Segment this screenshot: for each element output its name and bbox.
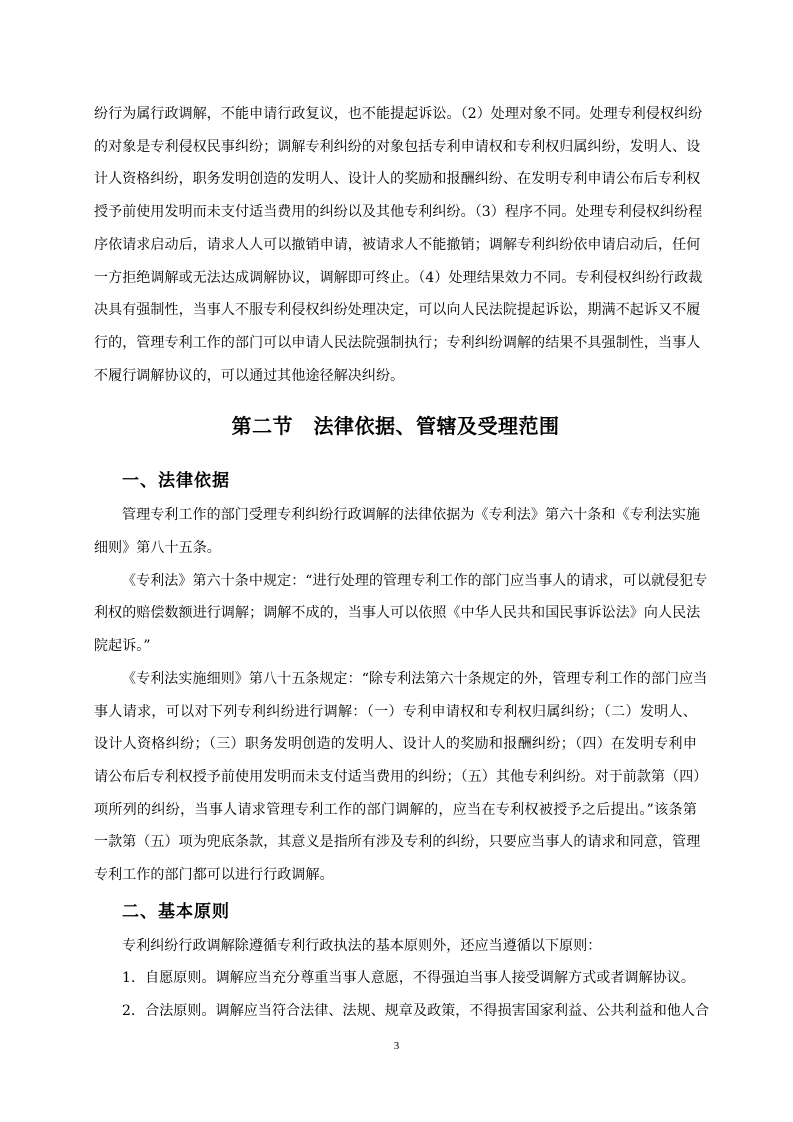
page-number: 3 [393, 1040, 400, 1052]
text-line: 的对象是专利侵权民事纠纷；调解专利纠纷的对象包括专利申请权和专利权归属纠纷，发明人、设 [94, 138, 701, 155]
text-line: 管理专利工作的部门受理专利纠纷行政调解的法律依据为《专利法》第六十条和《专利法实施 [122, 507, 701, 524]
text-line: 1．自愿原则。调解应当充分尊重当事人意愿，不得强迫当事人接受调解方式或者调解协议。 [122, 970, 696, 987]
text-line: 事人请求，可以对下列专利纠纷进行调解：（一）专利申请权和专利权归属纠纷；（二）发明人、 [94, 703, 697, 720]
text-line: 《专利法》第六十条中规定：“进行处理的管理专利工作的部门应当事人的请求，可以就侵犯专 [122, 572, 708, 589]
text-line: 决具有强制性，当事人不服专利侵权纠纷处理决定，可以向人民法院提起诉讼，期满不起诉又不履 [94, 302, 701, 319]
paragraph-principle-legality [94, 995, 710, 1028]
text-line: 行的，管理专利工作的部门可以申请人民法院强制执行；专利纠纷调解的结果不具强制性，当事人 [94, 334, 701, 351]
text-line: 细则》第八十五条。 [94, 540, 221, 557]
heading-basic-principles: 二、基本原则 [122, 901, 230, 922]
text-line: 2．合法原则。调解应当符合法律、法规、规章及政策，不得损害国家利益、公共利益和他人合 [122, 1003, 710, 1020]
text-line: 一方拒绝调解或无法达成调解协议，调解即可终止。（4）处理结果效力不同。专利侵权纠纷行政裁 [94, 269, 703, 286]
text-line: 纷行为属行政调解，不能申请行政复议，也不能提起诉讼。（2）处理对象不同。处理专利侵权纠纷 [94, 106, 703, 122]
text-line: 不履行调解协议的，可以通过其他途径解决纠纷。 [94, 367, 405, 384]
paragraph-implementing-rules-article-85 [94, 663, 708, 892]
text-line: 一款第（五）项为兜底条款，其意义是指所有涉及专利的纠纷，只要应当事人的请求和同意，管理 [94, 834, 701, 851]
text-line: 专利工作的部门都可以进行行政调解。 [94, 867, 334, 884]
text-line: 利权的赔偿数额进行调解；调解不成的，当事人可以依照《中华人民共和国民事诉讼法》向人民法 [94, 605, 701, 622]
paragraph-principles-intro [94, 930, 697, 963]
text-line: 《专利法实施细则》第八十五条规定：“除专利法第六十条规定的外，管理专利工作的部门应当 [122, 670, 708, 687]
text-line: 计人资格纠纷，职务发明创造的发明人、设计人的奖励和报酬纠纷、在发明专利申请公布后专利权 [94, 171, 701, 188]
page-body [94, 98, 710, 1028]
section-title: 第二节 法律依据、管辖及受理范围 [231, 414, 560, 439]
text-line: 请公布后专利权授予前使用发明而未支付适当费用的纠纷；（五）其他专利纠纷。对于前款第（四） [94, 768, 708, 785]
paragraph-legal-basis [94, 499, 701, 564]
heading-legal-basis: 一、法律依据 [122, 471, 230, 492]
text-line: 专利纠纷行政调解除遵循专利行政执法的基本原则外，还应当遵循以下原则： [122, 937, 602, 954]
text-line: 授予前使用发明而未支付适当费用的纠纷以及其他专利纠纷。（3）程序不同。处理专利侵权纠纷程 [94, 204, 703, 221]
paragraph-continuation [94, 98, 703, 392]
text-line: 项所列的纠纷，当事人请求管理专利工作的部门调解的，应当在专利权被授予之后提出。”该条第 [94, 801, 697, 818]
paragraph-principle-voluntary [94, 962, 697, 995]
text-line: 院起诉。” [94, 638, 151, 655]
paragraph-patent-law-article-60 [94, 565, 708, 663]
text-line: 序依请求启动后，请求人人可以撤销申请，被请求人不能撤销；调解专利纠纷依申请启动后，任何 [94, 236, 701, 253]
text-line: 设计人资格纠纷；（三）职务发明创造的发明人、设计人的奖励和报酬纠纷；（四）在发明专利申 [94, 736, 697, 753]
